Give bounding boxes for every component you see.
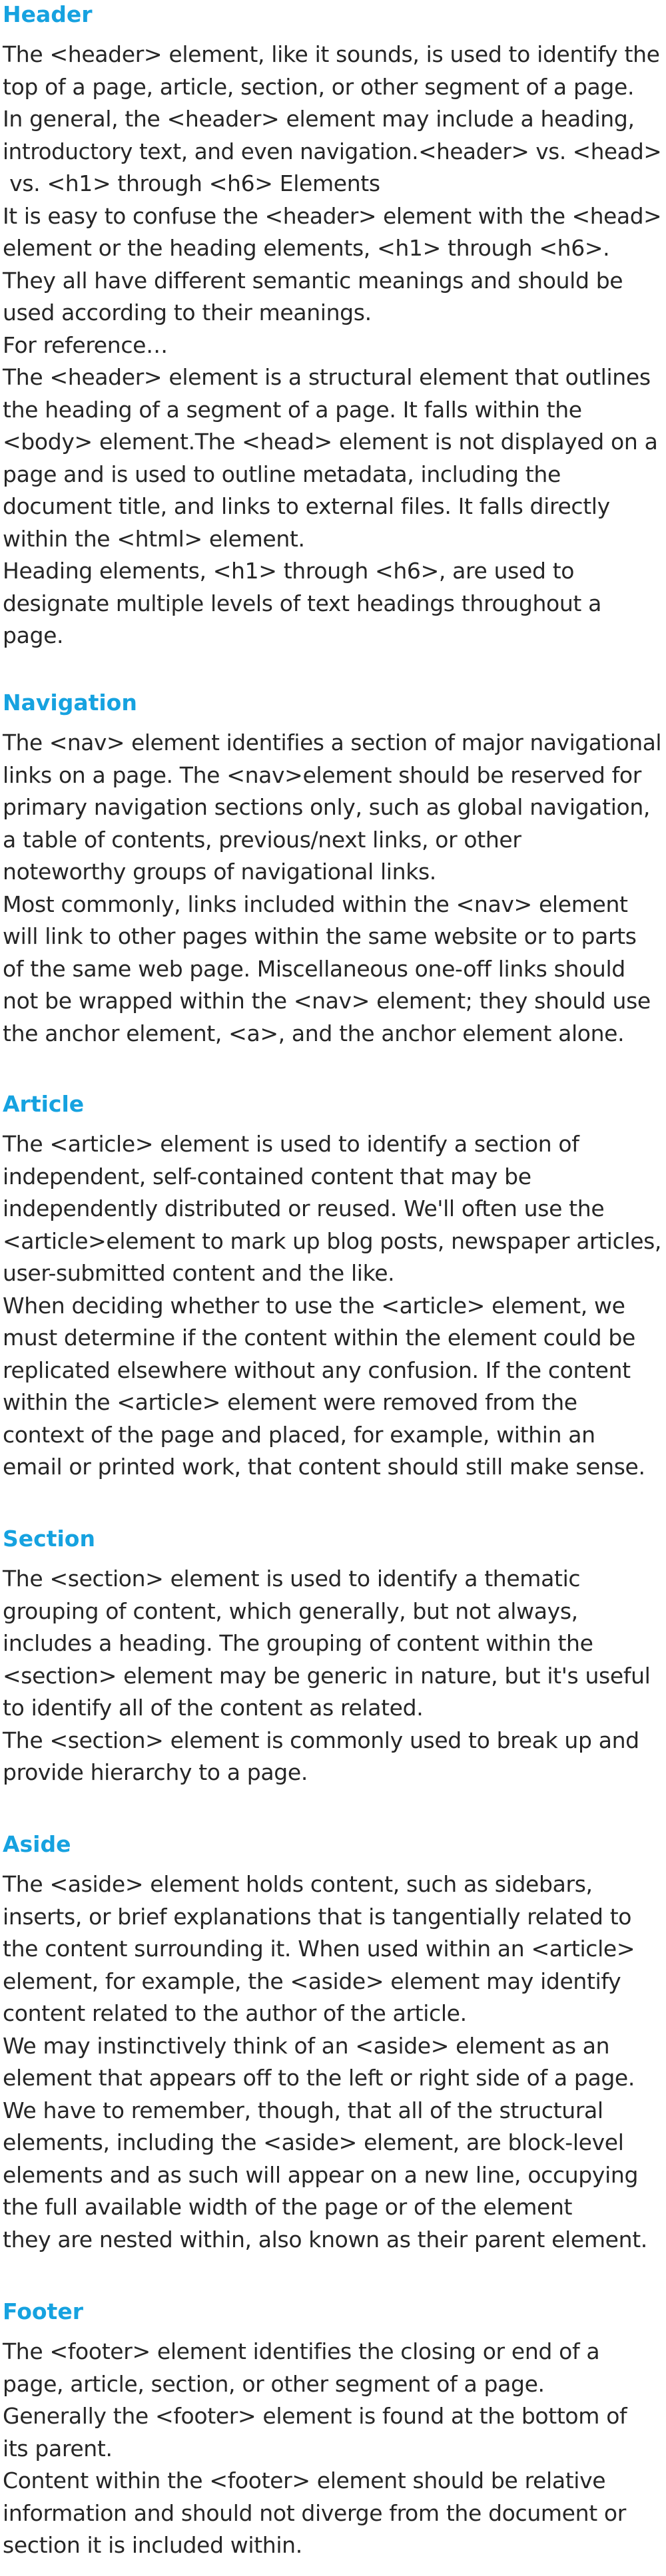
section-body — [3, 1563, 662, 1789]
paragraph-line: Content within the <footer> element should be relative — [3, 2468, 606, 2493]
footer-heading: Footer — [3, 2298, 83, 2324]
header-section — [3, 0, 662, 652]
paragraph-line: page. — [3, 622, 64, 648]
paragraph-line: elements, including the <aside> element, are block-level — [3, 2129, 624, 2155]
paragraph-line: For reference… — [3, 331, 168, 358]
paragraph-line: The <section> element is commonly used to break up and — [3, 1727, 639, 1753]
paragraph-line: top of a page, article, section, or other segment of a page. — [3, 73, 635, 100]
article-heading: Article — [3, 1091, 85, 1117]
paragraph-line: provide hierarchy to a page. — [3, 1759, 308, 1785]
paragraph-line: element or the heading elements, <h1> through <h6>. — [3, 235, 610, 261]
paragraph-line: Heading elements, <h1> through <h6>, are used to — [3, 558, 575, 584]
paragraph-line: The <header> element, like it sounds, is used to identify the — [3, 41, 660, 67]
paragraph-line: independently distributed or reused. We'll often use the — [3, 1195, 605, 1221]
paragraph-line: Most commonly, links included within the <nav> element — [3, 891, 628, 917]
article-section — [3, 1088, 662, 1484]
paragraph-line: When deciding whether to use the <article> element, we — [3, 1292, 625, 1319]
paragraph-line: will link to other pages within the same website or to parts — [3, 923, 637, 949]
navigation-heading: Navigation — [3, 690, 137, 716]
footer-section — [3, 2296, 662, 2562]
paragraph-line: introductory text, and even navigation.<header> vs. <head> — [3, 138, 662, 164]
paragraph-line: The <aside> element holds content, such as sidebars, — [3, 1871, 593, 1897]
paragraph-line: includes a heading. The grouping of content within the — [3, 1630, 593, 1656]
paragraph-line: information and should not diverge from the document or — [3, 2499, 626, 2526]
article-body — [3, 1128, 662, 1484]
paragraph-line: replicated elsewhere without any confusion. If the content — [3, 1357, 631, 1383]
paragraph-line: Generally the <footer> element is found at the bottom of — [3, 2403, 627, 2429]
paragraph-line: We have to remember, though, that all of the structural — [3, 2097, 603, 2123]
aside-body — [3, 1868, 662, 2256]
paragraph-line: The <header> element is a structural element that outlines — [3, 364, 651, 390]
paragraph-line: its parent. — [3, 2435, 113, 2462]
paragraph-line: they are nested within, also known as their parent element. — [3, 2226, 647, 2253]
paragraph-line: within the <article> element were removed from the — [3, 1389, 577, 1415]
aside-heading: Aside — [3, 1831, 71, 1857]
paragraph-line: noteworthy groups of navigational links. — [3, 859, 436, 885]
aside-section — [3, 1828, 662, 2256]
paragraph-line: It is easy to confuse the <header> element with the <head> — [3, 203, 662, 229]
paragraph-line: the heading of a segment of a page. It falls within the — [3, 396, 582, 423]
paragraph-line: designate multiple levels of text headings throughout a — [3, 590, 602, 616]
paragraph-line: user-submitted content and the like. — [3, 1260, 395, 1286]
paragraph-line: not be wrapped within the <nav> element; they should use — [3, 988, 651, 1014]
paragraph-line: In general, the <header> element may include a heading, — [3, 106, 635, 132]
paragraph-line: <section> element may be generic in nature, but it's useful — [3, 1662, 651, 1689]
header-heading: Header — [3, 1, 93, 27]
section-section — [3, 1523, 662, 1789]
paragraph-line: We may instinctively think of an <aside> element as an — [3, 2032, 610, 2059]
paragraph-line: a table of contents, previous/next links, or other — [3, 826, 521, 853]
paragraph-line: the anchor element, <a>, and the anchor element alone. — [3, 1020, 625, 1046]
paragraph-line: <article>element to mark up blog posts, newspaper articles, — [3, 1227, 662, 1254]
paragraph-line: context of the page and placed, for example, within an — [3, 1421, 595, 1448]
paragraph-line: The <section> element is used to identify a thematic — [3, 1566, 581, 1592]
paragraph-line: <body> element.The <head> element is not displayed on a — [3, 429, 658, 455]
paragraph-line: page and is used to outline metadata, including the — [3, 461, 561, 487]
paragraph-line: The <nav> element identifies a section of major navigational — [3, 730, 662, 755]
paragraph-line: document title, and links to external files. It falls directly — [3, 493, 610, 519]
paragraph-line: They all have different semantic meanings and should be — [3, 267, 623, 294]
section-heading: Section — [3, 1526, 95, 1552]
paragraph-line: grouping of content, which generally, but not always, — [3, 1598, 578, 1624]
paragraph-line: within the <html> element. — [3, 525, 305, 552]
paragraph-line: The <footer> element identifies the closing or end of a — [3, 2338, 600, 2364]
header-body — [3, 39, 662, 652]
paragraph-line: element, for example, the <aside> element may identify — [3, 1968, 621, 1994]
paragraph-line: links on a page. The <nav>element should be reserved for — [3, 761, 641, 788]
paragraph-line: primary navigation sections only, such as global navigation, — [3, 794, 651, 820]
footer-body — [3, 2336, 662, 2562]
paragraph-line: email or printed work, that content should still make sense. — [3, 1454, 645, 1480]
paragraph-line: of the same web page. Miscellaneous one-off links should — [3, 955, 625, 982]
paragraph-line: content related to the author of the article. — [3, 2000, 467, 2026]
paragraph-line: section it is included within. — [3, 2532, 302, 2558]
paragraph-line: independent, self-contained content that may be — [3, 1163, 531, 1189]
paragraph-line: the content surrounding it. When used within an <article> — [3, 1936, 635, 1962]
paragraph-line: vs. <h1> through <h6> Elements — [3, 170, 380, 196]
paragraph-line: to identify all of the content as related. — [3, 1695, 424, 1721]
paragraph-line: page, article, section, or other segment of a page. — [3, 2370, 545, 2397]
paragraph-line: elements and as such will appear on a new line, occupying — [3, 2161, 639, 2188]
navigation-body — [3, 727, 662, 1050]
paragraph-line: inserts, or brief explanations that is tangentially related to — [3, 1903, 632, 1930]
paragraph-line: The <article> element is used to identify a section of — [3, 1131, 579, 1157]
navigation-section — [3, 687, 662, 1050]
paragraph-line: used according to their meanings. — [3, 300, 372, 325]
paragraph-line: must determine if the content within the element could be — [3, 1325, 635, 1351]
paragraph-line: element that appears off to the left or right side of a page. — [3, 2065, 635, 2091]
paragraph-line: the full available width of the page or of the element — [3, 2194, 573, 2220]
